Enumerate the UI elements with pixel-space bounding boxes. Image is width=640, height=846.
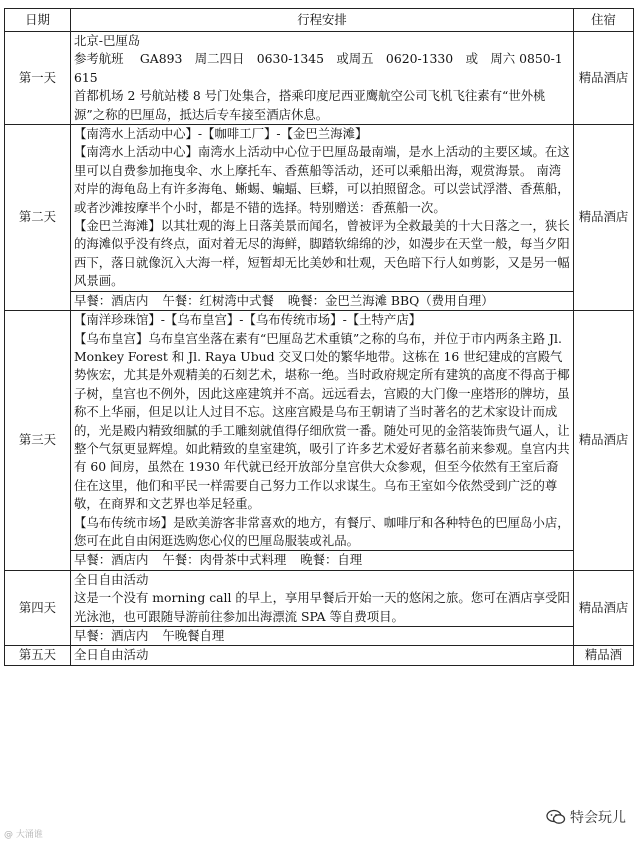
lunch-text: 午餐：肉骨茶中式料理 bbox=[162, 552, 287, 568]
header-stay: 住宿 bbox=[574, 9, 634, 32]
watermark-left: @ 大涌谁 bbox=[4, 830, 43, 840]
day-row bbox=[5, 125, 634, 311]
day-label: 第一天 bbox=[5, 32, 71, 125]
description-text: 首都机场 2 号航站楼 8 号门处集合，搭乘印度尼西亚鹰航空公司飞机飞往素有“世外桃源”之称的巴厘岛，抵达后专车接至酒店休息。 bbox=[74, 88, 546, 122]
dinner-text: 晚餐：金巴兰海滩 BBQ（费用自理） bbox=[287, 292, 494, 308]
route-text: 全日自由活动 bbox=[74, 571, 149, 587]
watermark-right bbox=[542, 806, 630, 828]
stay-cell: 精品酒店 bbox=[574, 311, 634, 571]
description-text: 【乌布皇宫】乌布皇宫坐落在素有“巴厘岛艺术重镇”之称的乌布，并位于市内两条主路 Jl. Monkey Forest 和 Jl. Raya Ubud 交叉口处的繁华地带。这栋在 16 世纪建成的宫殿气势恢宏，尤其是外观精美的石刻艺术，堪称一绝。当时政府规定所有建筑的高度不得高于椰子树，皇宫也不例外，因此这座建筑并不高。远远看去，宫殿的大门像一座塔形的牌坊，虽称不上华丽，但足以让人过目不忘。这座宫殿是乌布王朝请了当时著名的艺术家设计而成的，光是殿内精致细腻的手工雕刻就值得仔细欣赏一番。随处可见的金箔装饰贵气逼人，让整个气氛更显辉煌。如此精致的皇室建筑，吸引了许多艺术爱好者慕名前来参观。皇宫内共有 60 间房，虽然在 1930 年代就已经开放部分皇宫供大众参观，但至今依然有王室后裔住在这里，他们和平民一样需要自己努力工作以求谋生。乌布王室如今依然受到广泛的尊敬，在商界和文艺界也举足轻重。 bbox=[74, 330, 570, 512]
route-text: 北京-巴厘岛 bbox=[74, 33, 141, 48]
route-text: 【南洋珍珠馆】-【乌布皇宫】-【乌布传统市场】-【土特产店】 bbox=[74, 312, 422, 328]
stay-cell: 精品酒店 bbox=[574, 125, 634, 311]
dinner-text: 晚餐：自理 bbox=[300, 552, 363, 568]
day-schedule bbox=[71, 311, 574, 571]
watermark-right-text: 特会玩儿 bbox=[570, 810, 626, 826]
lunch-text: 午晚餐自理 bbox=[162, 628, 225, 643]
meals-row bbox=[71, 626, 573, 645]
stay-cell: 精品酒 bbox=[574, 646, 634, 665]
day-row bbox=[5, 646, 634, 665]
day-schedule bbox=[71, 125, 574, 311]
breakfast-text: 早餐：酒店内 bbox=[74, 292, 149, 308]
day-label: 第四天 bbox=[5, 570, 71, 646]
description-text: 【南湾水上活动中心】南湾水上活动中心位于巴厘岛最南端，是水上活动的主要区域。在这里可以自费参加拖曳伞、水上摩托车、香蕉船等活动，还可以乘船出海，观赏海景。 南湾对岸的海龟岛上有许多海龟、蜥蜴、蝙蝠、巨蟒，可以拍照留念。可以尝试浮潜、香蕉船，或者沙滩按摩半个小时，都是不错的选择。特别赠送：香蕉船一次。 bbox=[74, 144, 570, 215]
header-schedule: 行程安排 bbox=[71, 9, 574, 32]
flight-text: 参考航班 GA893 周二四日 0630-1345 或周五 0620-1330 或 周六 0850-1615 bbox=[74, 51, 563, 85]
day-row bbox=[5, 311, 634, 571]
day-schedule bbox=[71, 32, 574, 125]
day-label: 第二天 bbox=[5, 125, 71, 311]
day-row bbox=[5, 570, 634, 646]
description-text: 【金巴兰海滩】以其壮观的海上日落美景而闻名，曾被评为全救最美的十大日落之一，狭长的海滩似乎没有终点，面对着无尽的海鲜，脚踏软绵绵的沙，如漫步在天堂一般，每当夕阳西下，落日就像沉入大海一样，短暂却无比美妙和壮观，天色暗下行人如剪影，又是另一幅风景画。 bbox=[74, 218, 570, 289]
day-schedule bbox=[71, 570, 574, 646]
wechat-icon bbox=[546, 809, 566, 825]
header-row bbox=[5, 9, 634, 32]
breakfast-text: 早餐：酒店内 bbox=[74, 628, 149, 643]
route-text: 全日自由活动 bbox=[74, 647, 149, 663]
meals-row bbox=[71, 291, 573, 310]
day-label: 第五天 bbox=[5, 646, 71, 665]
lunch-text: 午餐：红树湾中式餐 bbox=[162, 292, 274, 308]
day-row bbox=[5, 32, 634, 125]
day-schedule bbox=[71, 646, 574, 665]
meals-row bbox=[71, 550, 573, 569]
description-text: 【乌布传统市场】是欧美游客非常喜欢的地方，有餐厅、咖啡厅和各种特色的巴厘岛小店，您可在此自由闲逛选购您心仪的巴厘岛服装或礼品。 bbox=[74, 514, 570, 548]
stay-cell: 精品酒店 bbox=[574, 570, 634, 646]
route-text: 【南湾水上活动中心】-【咖啡工厂】-【金巴兰海滩】 bbox=[74, 126, 368, 142]
itinerary-table bbox=[4, 8, 634, 666]
stay-cell: 精品酒店 bbox=[574, 32, 634, 125]
breakfast-text: 早餐：酒店内 bbox=[74, 552, 149, 568]
description-text: 这是一个没有 morning call 的早上，享用早餐后开始一天的悠闲之旅。您可在酒店享受阳光泳池，也可跟随导游前往参加出海漂流 SPA 等自费项目。 bbox=[74, 590, 570, 624]
header-date: 日期 bbox=[5, 9, 71, 32]
day-label: 第三天 bbox=[5, 311, 71, 571]
